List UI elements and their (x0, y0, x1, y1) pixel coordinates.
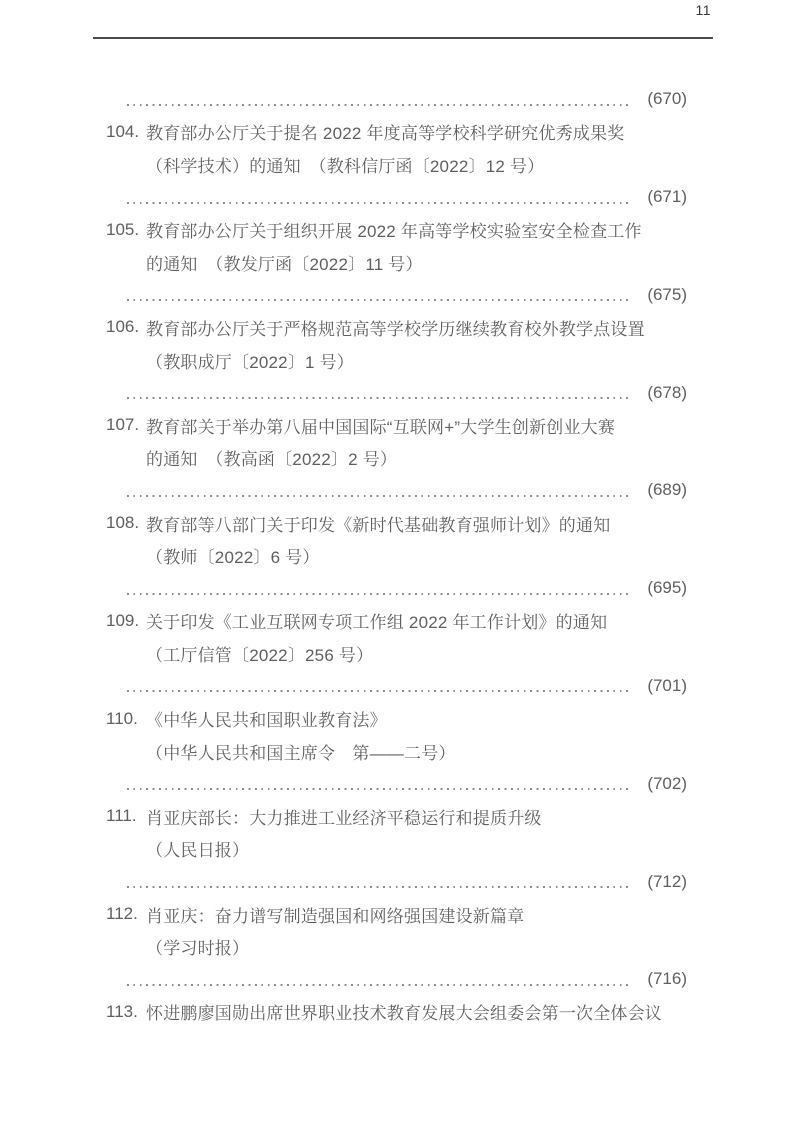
dot-leader (127, 690, 631, 692)
toc-entry-line (106, 833, 687, 866)
toc-entry-line (106, 344, 687, 377)
toc-leader-row (106, 83, 687, 116)
entry-title-line: 教育部办公厅关于严格规范高等学校学历继续教育校外教学点设置 (146, 319, 645, 339)
entry-page-number: (675) (647, 284, 687, 304)
entry-page-number: (702) (647, 773, 687, 793)
toc-entry-line (106, 800, 687, 833)
entry-title-line: 教育部等八部门关于印发《新时代基础教育强师计划》的通知 (146, 515, 611, 535)
entry-number: 107. (106, 415, 140, 435)
toc-entry-line (106, 930, 687, 963)
toc-leader-row (106, 963, 687, 996)
entry-title-line: 肖亚庆部长：大力推进工业经济平稳运行和提质升级 (146, 808, 542, 828)
toc-entry-line (106, 702, 687, 735)
toc-entry-line (106, 409, 687, 442)
toc-entry-line (106, 605, 687, 638)
dot-leader (127, 984, 631, 986)
toc-entry-line (106, 507, 687, 540)
dot-leader (127, 104, 631, 106)
entry-page-number: (701) (647, 675, 687, 695)
dot-leader (127, 397, 631, 399)
entry-page-number: (695) (647, 578, 687, 598)
entry-page-number: (689) (647, 480, 687, 500)
toc-leader-row (106, 572, 687, 605)
toc-list (106, 83, 687, 1028)
toc-entry-line (106, 116, 687, 149)
dot-leader (127, 299, 631, 301)
entry-number: 106. (106, 317, 140, 337)
entry-page-number: (712) (647, 871, 687, 891)
entry-title-line: 的通知 （教高函〔2022〕2 号） (146, 450, 398, 470)
dot-leader (127, 593, 631, 595)
entry-title-line: （科学技术）的通知 （教科信厅函〔2022〕12 号） (146, 156, 545, 176)
entry-number: 113. (106, 1001, 138, 1021)
toc-entry-line (106, 996, 687, 1029)
entry-number: 110. (106, 708, 138, 728)
entry-page-number: (716) (647, 969, 687, 989)
entry-page-number: (670) (647, 89, 687, 109)
toc-entry-line (106, 213, 687, 246)
toc-entry-line (106, 246, 687, 279)
toc-leader-row (106, 376, 687, 409)
entry-title-line: （学习时报） (146, 939, 250, 959)
entry-title-line: （教师〔2022〕6 号） (146, 548, 320, 568)
entry-title-line: （人民日报） (146, 841, 250, 861)
running-head-page-number: 11 (695, 2, 711, 18)
toc-leader-row (106, 865, 687, 898)
entry-title-line: 《中华人民共和国职业教育法》 (146, 711, 387, 731)
entry-page-number: (678) (647, 382, 687, 402)
toc-leader-row (106, 279, 687, 312)
entry-number: 109. (106, 610, 140, 630)
dot-leader (127, 495, 631, 497)
toc-entry-line (106, 735, 687, 768)
toc-leader-row (106, 181, 687, 214)
entry-title-line: 教育部办公厅关于提名 2022 年度高等学校科学研究优秀成果奖 (146, 124, 625, 144)
entry-number: 105. (106, 219, 140, 239)
entry-page-number: (671) (647, 187, 687, 207)
toc-entry-line (106, 148, 687, 181)
entry-title-line: （中华人民共和国主席令 第——二号） (146, 743, 456, 763)
toc-entry-line (106, 311, 687, 344)
entry-number: 112. (106, 904, 138, 924)
entry-number: 111. (106, 806, 137, 826)
dot-leader (127, 886, 631, 888)
toc-leader-row (106, 767, 687, 800)
entry-title-line: 关于印发《工业互联网专项工作组 2022 年工作计划》的通知 (146, 613, 608, 633)
toc-entry-line (106, 637, 687, 670)
toc-entry-line (106, 539, 687, 572)
entry-title-line: 怀进鹏廖国勋出席世界职业技术教育发展大会组委会第一次全体会议 (146, 1004, 662, 1024)
dot-leader (127, 788, 631, 790)
entry-title-line: （工厅信管〔2022〕256 号） (146, 645, 374, 665)
dot-leader (127, 202, 631, 204)
toc-entry-line (106, 442, 687, 475)
entry-number: 104. (106, 121, 140, 141)
entry-title-line: （教职成厅〔2022〕1 号） (146, 352, 354, 372)
entry-title-line: 肖亚庆：奋力谱写制造强国和网络强国建设新篇章 (146, 906, 525, 926)
toc-leader-row (106, 474, 687, 507)
toc-leader-row (106, 670, 687, 703)
entry-number: 108. (106, 513, 140, 533)
toc-entry-line (106, 898, 687, 931)
running-head-rule (93, 37, 713, 39)
entry-title-line: 的通知 （教发厅函〔2022〕11 号） (146, 254, 423, 274)
entry-title-line: 教育部关于举办第八届中国国际“互联网+”大学生创新创业大赛 (146, 417, 616, 437)
entry-title-line: 教育部办公厅关于组织开展 2022 年高等学校实验室安全检查工作 (146, 222, 642, 242)
